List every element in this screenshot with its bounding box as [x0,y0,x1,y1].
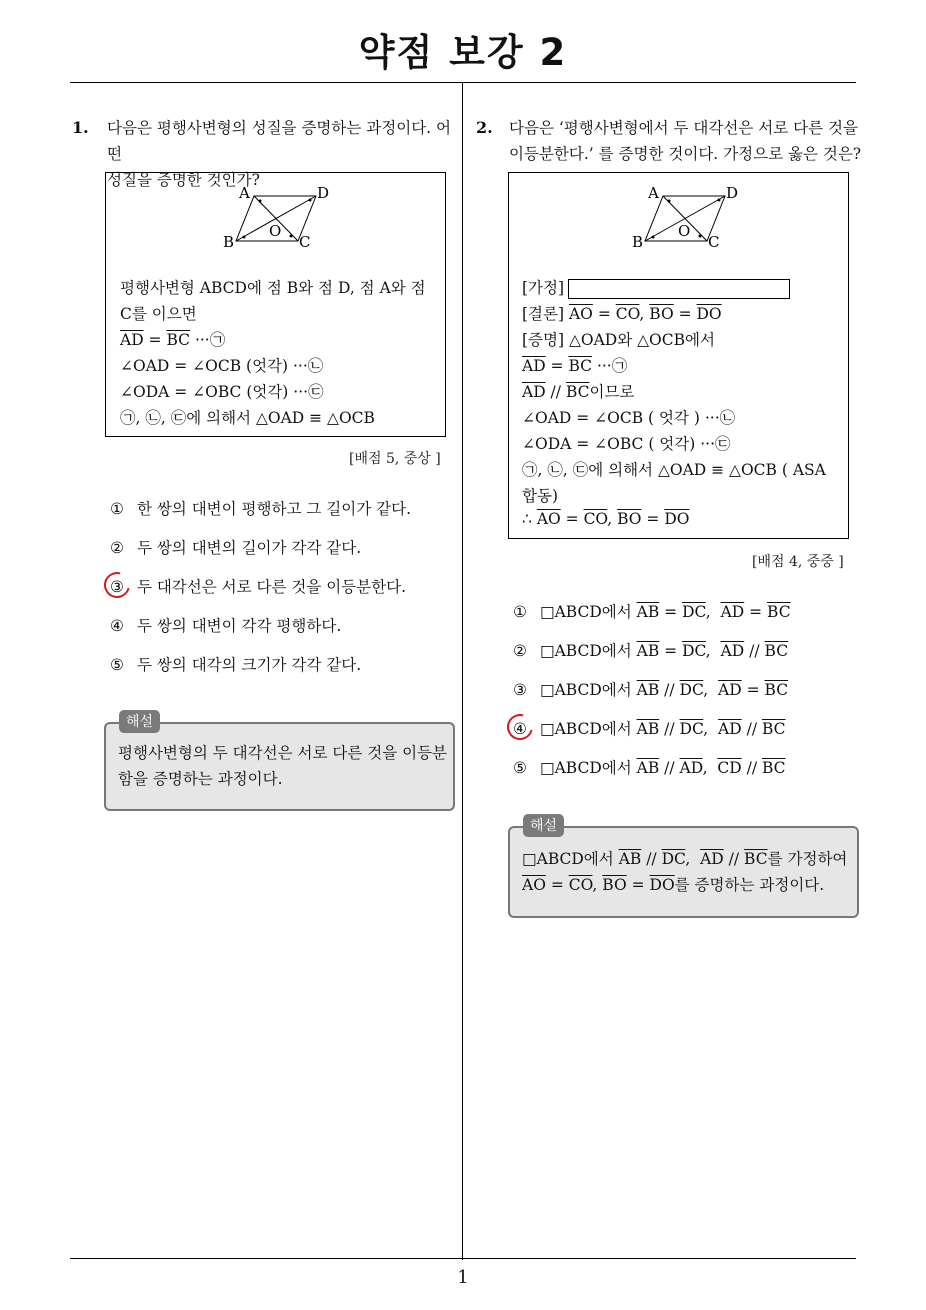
q1-proof-step-3: ∠ODA = ∠OBC (엇각) ···㉢ [120,383,324,401]
q1-choice-4[interactable]: ④ 두 쌍의 대변이 각각 평행하다. [110,617,342,635]
label-b: B [223,233,235,251]
q1-parallelogram-figure [206,181,336,253]
q1-proof-step-1: $\overline{AD} = \overline{BC}$ ···㉠ [120,331,226,349]
footer-rule [70,1258,856,1259]
q2-score: [배점 4, 중중 ] [752,554,844,570]
q2-proof-step-4: ∠ODA = ∠OBC ( 엇각) ···㉢ [522,435,731,453]
label-b: B [632,233,644,251]
q1-proof-intro: C를 이으면 [120,305,197,323]
page-number: 1 [457,1267,469,1288]
answer-mark-circle [502,709,538,745]
angle-mark [259,200,262,203]
q1-proof-step-2: ∠OAD = ∠OCB (엇각) ···㉡ [120,357,324,375]
q1-question-line: 성질을 증명한 것인가? [107,171,260,189]
q1-question-line: 다음은 평행사변형의 성질을 증명하는 과정이다. 어떤 [107,119,451,163]
label-d: D [317,184,330,202]
q2-proof-step-6: 합동) [522,487,558,505]
q2-number: 2. [476,118,493,137]
q2-hypothesis-row: [가정] [522,276,790,299]
column-divider [462,83,463,1260]
q2-question-line: 다음은 ‘평행사변형에서 두 대각선은 서로 다른 것을 [509,119,858,137]
angle-mark [718,199,721,202]
q2-question [509,115,864,167]
q1-proof-box [105,172,446,437]
q2-choice-5[interactable]: ⑤ □ABCD에서 $\overline{AB} // \overline{AD}$, $\overline{CD} // \overline{BC}$ [513,759,786,777]
q2-choice-1[interactable]: ① □ABCD에서 $\overline{AB} = \overline{DC}$, $\overline{AD} = \overline{BC}$ [513,603,791,621]
label-c: C [708,233,720,251]
q2-choice-3[interactable]: ③ □ABCD에서 $\overline{AB} // \overline{DC}$, $\overline{AD} = \overline{BC}$ [513,681,789,699]
q2-parallelogram-figure [615,181,745,253]
q1-choice-5[interactable]: ⑤ 두 쌍의 대각의 크기가 각각 같다. [110,656,362,674]
q2-proof-step-7: ∴ $\overline{AO} = \overline{CO}$, $\overline{BO} = \overline{DO}$ [522,510,690,528]
q2-question-line: 이등분한다.’ 를 증명한 것이다. 가정으로 옳은 것은? [509,145,862,163]
angle-mark [652,236,655,239]
q1-solution-text: 평행사변형의 두 대각선은 서로 다른 것을 이등분 함을 증명하는 과정이다. [118,744,448,788]
angle-mark [309,199,312,202]
angle-mark [699,235,702,238]
q1-solution-tag: 해설 [119,710,160,733]
q1-choice-1[interactable]: ① 한 쌍의 대변이 평행하고 그 길이가 같다. [110,500,411,518]
q1-solution-box [104,722,455,811]
q2-proof-step-1: $\overline{AD} = \overline{BC}$ ···㉠ [522,357,628,375]
q1-choice-2[interactable]: ② 두 쌍의 대변의 길이가 각각 같다. [110,539,362,557]
q1-number: 1. [72,118,89,137]
label-a: A [648,184,659,202]
q2-choice-4[interactable]: ④ □ABCD에서 $\overline{AB} // \overline{DC}$, $\overline{AD} // \overline{BC}$ [513,720,786,738]
q1-proof-intro: 평행사변형 ABCD에 점 B와 점 D, 점 A와 점 [120,279,426,297]
angle-mark [668,200,671,203]
hypothesis-blank [568,279,790,299]
q1-proof-step-4: ㉠, ㉡, ㉢에 의해서 △OAD ≡ △OCB [120,409,375,427]
label-d: D [726,184,739,202]
angle-mark [243,236,246,239]
page-title: 약점 보강 2 [358,31,568,74]
label-o: O [678,222,691,240]
label-c: C [299,233,311,251]
answer-mark-circle [99,567,135,603]
label-a: A [239,184,250,202]
header-rule [70,82,856,83]
q2-solution-tag: 해설 [523,814,564,837]
q2-conclusion-row: [결론] $\overline{AO} = \overline{CO}$, $\overline{BO} = \overline{DO}$ [522,305,722,323]
q1-choice-3[interactable]: ③ 두 대각선은 서로 다른 것을 이등분한다. [110,578,407,596]
q1-score: [배점 5, 중상 ] [349,451,441,467]
angle-mark [290,235,293,238]
q2-solution-text: □ABCD에서 $\overline{AB} // \overline{DC}$, $\overline{AD} // \overline{BC}$를 가정하여 $\overline{AO} = \overline{CO}$, $\overline{BO} = \overline{DO}$를 증명하는 과정이다. [522,850,848,894]
q2-proof-step-3: ∠OAD = ∠OCB ( 엇각 ) ···㉡ [522,409,736,427]
q2-solution-box [508,826,859,918]
q2-proof-step-5: ㉠, ㉡, ㉢에 의해서 △OAD ≡ △OCB ( ASA [522,461,826,479]
label-o: O [269,222,282,240]
q2-choice-2[interactable]: ② □ABCD에서 $\overline{AB} = \overline{DC}$, $\overline{AD} // \overline{BC}$ [513,642,789,660]
q2-proof-box [508,172,849,539]
q2-proof-step-2: $\overline{AD} // \overline{BC}$이므로 [522,383,635,401]
q2-proof-row: [증명] △OAD와 △OCB에서 [522,331,715,349]
